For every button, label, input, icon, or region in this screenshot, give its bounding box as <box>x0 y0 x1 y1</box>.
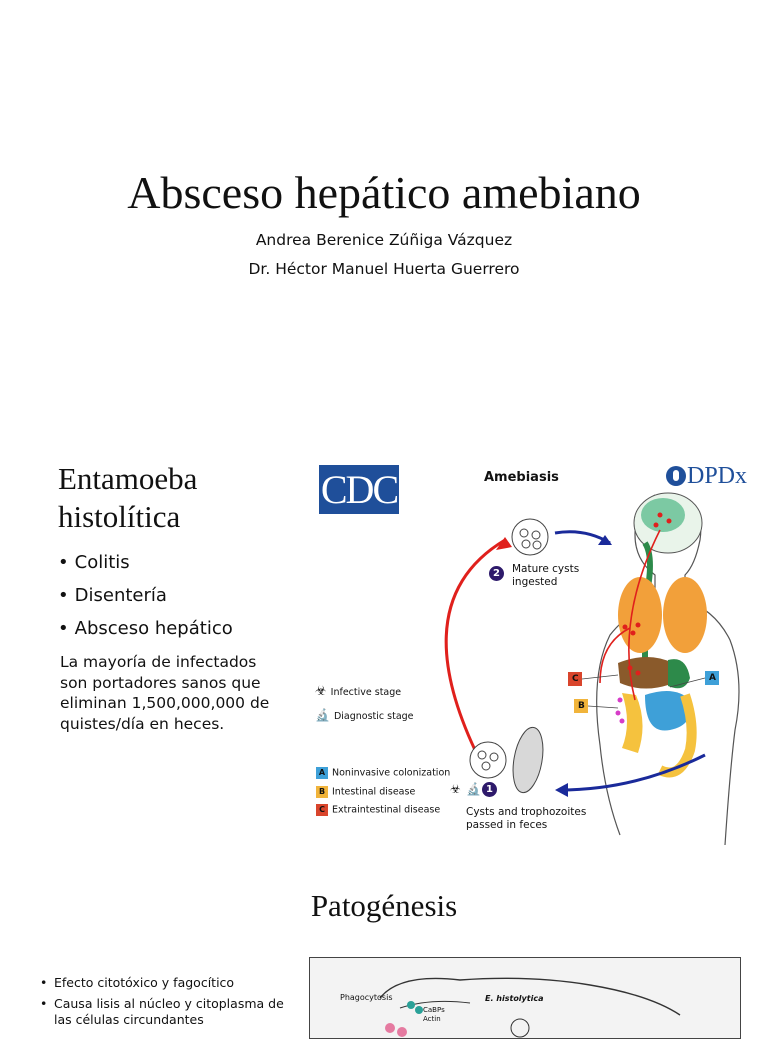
step2-caption <box>493 563 602 589</box>
label-phagocytosis: Phagocytosis <box>340 993 393 1002</box>
slide1-advisor: Dr. Héctor Manuel Huerta Guerrero <box>248 260 520 278</box>
legend-b <box>316 786 415 798</box>
body-label-b: B <box>578 701 585 711</box>
legend-a-box: A <box>316 767 328 779</box>
biohazard-icon: ☣ <box>450 782 461 796</box>
legend-infective-text: Infective stage <box>330 687 402 698</box>
dpdx-mark-icon <box>666 466 686 486</box>
legend-c <box>316 804 440 816</box>
legend-b-box: B <box>316 786 328 798</box>
step1-caption-text: Cysts and trophozoites passed in feces <box>466 806 587 831</box>
microscope-icon: 🔬 <box>466 782 481 796</box>
slide2-paragraph: La mayoría de infectados son portadores sanos que eliminan 1,500,000,000 de quistes/día en heces. <box>60 653 270 733</box>
legend-a <box>316 767 450 779</box>
bullet-item: • Disentería <box>58 585 233 618</box>
dpdx-logo-text: DPDx <box>687 463 748 489</box>
bullet-item: • Efecto citotóxico y fagocítico <box>40 975 290 991</box>
slide2-title <box>58 460 278 536</box>
slide3-title: Patogénesis <box>310 888 458 923</box>
step1-caption <box>450 782 596 832</box>
step2-number: 2 <box>489 566 504 581</box>
body-label-c: C <box>572 674 579 684</box>
body-label-a: A <box>709 673 716 683</box>
slide1-title: Absceso hepático amebiano <box>127 167 641 218</box>
legend-c-text: Extraintestinal disease <box>332 804 441 816</box>
label-cabps: CaBPs <box>423 1006 445 1014</box>
slide2-title-line2: histolítica <box>58 499 181 534</box>
label-actin: Actin <box>423 1015 441 1023</box>
legend-a-text: Noninvasive colonization <box>332 767 451 779</box>
legend-b-text: Intestinal disease <box>332 786 416 798</box>
bullet-item: • Absceso hepático <box>58 618 233 651</box>
cdc-logo: CDC <box>320 467 398 512</box>
slide2-title-line1: Entamoeba <box>58 461 198 496</box>
legend-diagnostic-text: Diagnostic stage <box>333 711 414 722</box>
biohazard-icon: ☣ <box>315 684 327 699</box>
step1-number: 1 <box>482 782 497 797</box>
diagram-title: Amebiasis <box>484 470 559 485</box>
step2-caption-text: Mature cysts ingested <box>512 563 580 588</box>
bullet-item: • Colitis <box>58 552 233 585</box>
label-species: E. histolytica <box>485 994 544 1003</box>
legend-infective <box>315 684 401 699</box>
bullet-item: • Causa lisis al núcleo y citoplasma de las células circundantes <box>40 996 290 1028</box>
pathogenesis-figure <box>309 957 741 1039</box>
microscope-icon: 🔬 <box>315 708 330 722</box>
slide1-author: Andrea Berenice Zúñiga Vázquez <box>255 231 513 249</box>
legend-diagnostic <box>315 708 414 722</box>
slide2-bullet-list <box>58 552 233 651</box>
dpdx-logo <box>666 463 747 490</box>
legend-c-box: C <box>316 804 328 816</box>
slide3-bullet-list <box>40 975 290 1033</box>
